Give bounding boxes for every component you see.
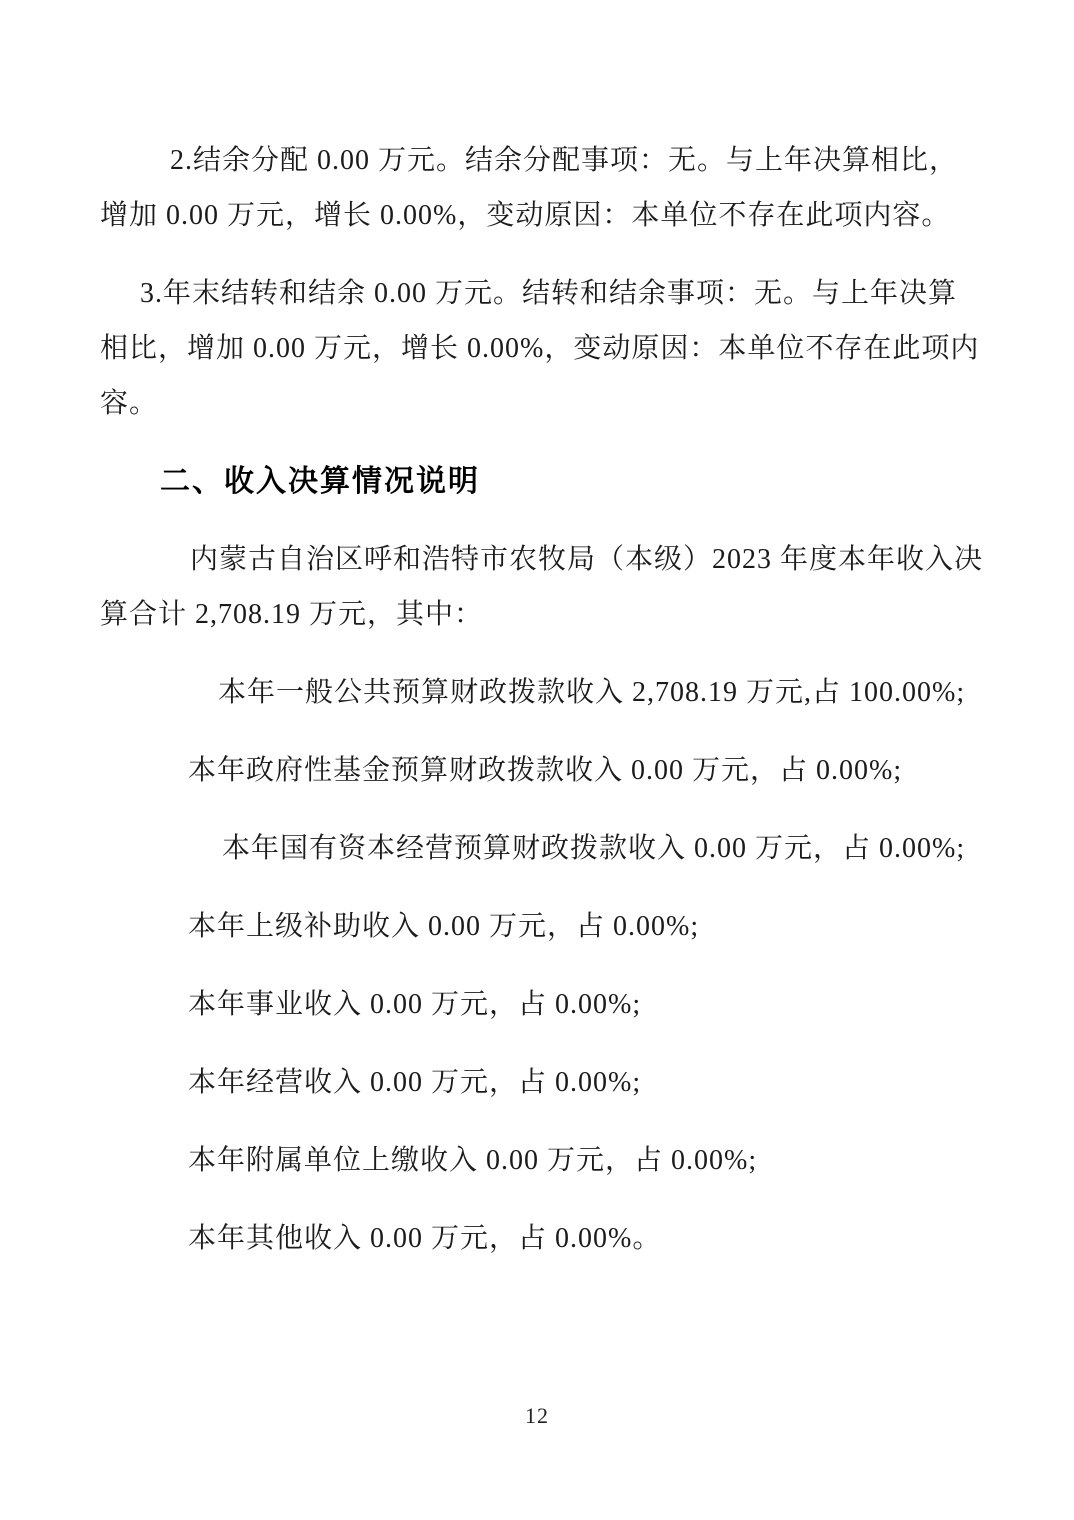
paragraph-line: 本年附属单位上缴收入 0.00 万元，占 0.00%; bbox=[188, 1145, 758, 1176]
paragraph-line: 算合计 2,708.19 万元，其中： bbox=[100, 599, 484, 630]
paragraph-line: 本年经营收入 0.00 万元，占 0.00%; bbox=[188, 1067, 642, 1098]
paragraph-line: 相比，增加 0.00 万元，增长 0.00%，变动原因：本单位不存在此项内 bbox=[100, 333, 980, 364]
paragraph-line: 本年其他收入 0.00 万元，占 0.00%。 bbox=[188, 1223, 662, 1254]
paragraph-operating-income bbox=[100, 1055, 1014, 1110]
paragraph-superior-subsidy-income bbox=[100, 899, 1014, 954]
paragraph-state-capital-budget-income bbox=[100, 821, 1014, 876]
paragraph-line: 2.结余分配 0.00 万元。结余分配事项：无。与上年决算相比， bbox=[170, 145, 959, 176]
paragraph-line: 本年政府性基金预算财政拨款收入 0.00 万元，占 0.00%; bbox=[188, 755, 903, 786]
paragraph-line: 增加 0.00 万元，增长 0.00%，变动原因：本单位不存在此项内容。 bbox=[100, 200, 951, 231]
paragraph-line: 本年一般公共预算财政拨款收入 2,708.19 万元,占 100.00%; bbox=[218, 677, 966, 708]
page-body bbox=[100, 133, 1014, 1289]
page-number: 12 bbox=[525, 1403, 549, 1428]
paragraph-institutional-income bbox=[100, 977, 1014, 1032]
paragraph-line: 容。 bbox=[100, 388, 159, 419]
paragraph-line: 本年上级补助收入 0.00 万元，占 0.00%; bbox=[188, 911, 700, 942]
paragraph-affiliated-unit-income bbox=[100, 1133, 1014, 1188]
paragraph-surplus-distribution bbox=[100, 133, 1014, 243]
paragraph-income-total bbox=[100, 532, 1014, 642]
paragraph-year-end-carryover bbox=[100, 266, 1014, 431]
paragraph-line: 内蒙古自治区呼和浩特市农牧局（本级）2023 年度本年收入决 bbox=[190, 544, 984, 575]
paragraph-line: 本年国有资本经营预算财政拨款收入 0.00 万元，占 0.00%; bbox=[222, 833, 966, 864]
paragraph-line: 3.年末结转和结余 0.00 万元。结转和结余事项：无。与上年决算 bbox=[140, 278, 958, 309]
page-footer bbox=[0, 1402, 1074, 1430]
paragraph-gov-fund-budget-income bbox=[100, 743, 1014, 798]
section-heading-income: 二、收入决算情况说明 bbox=[160, 465, 480, 498]
paragraph-line: 本年事业收入 0.00 万元，占 0.00%; bbox=[188, 989, 642, 1020]
paragraph-general-public-budget-income bbox=[100, 665, 1014, 720]
paragraph-other-income bbox=[100, 1211, 1014, 1266]
